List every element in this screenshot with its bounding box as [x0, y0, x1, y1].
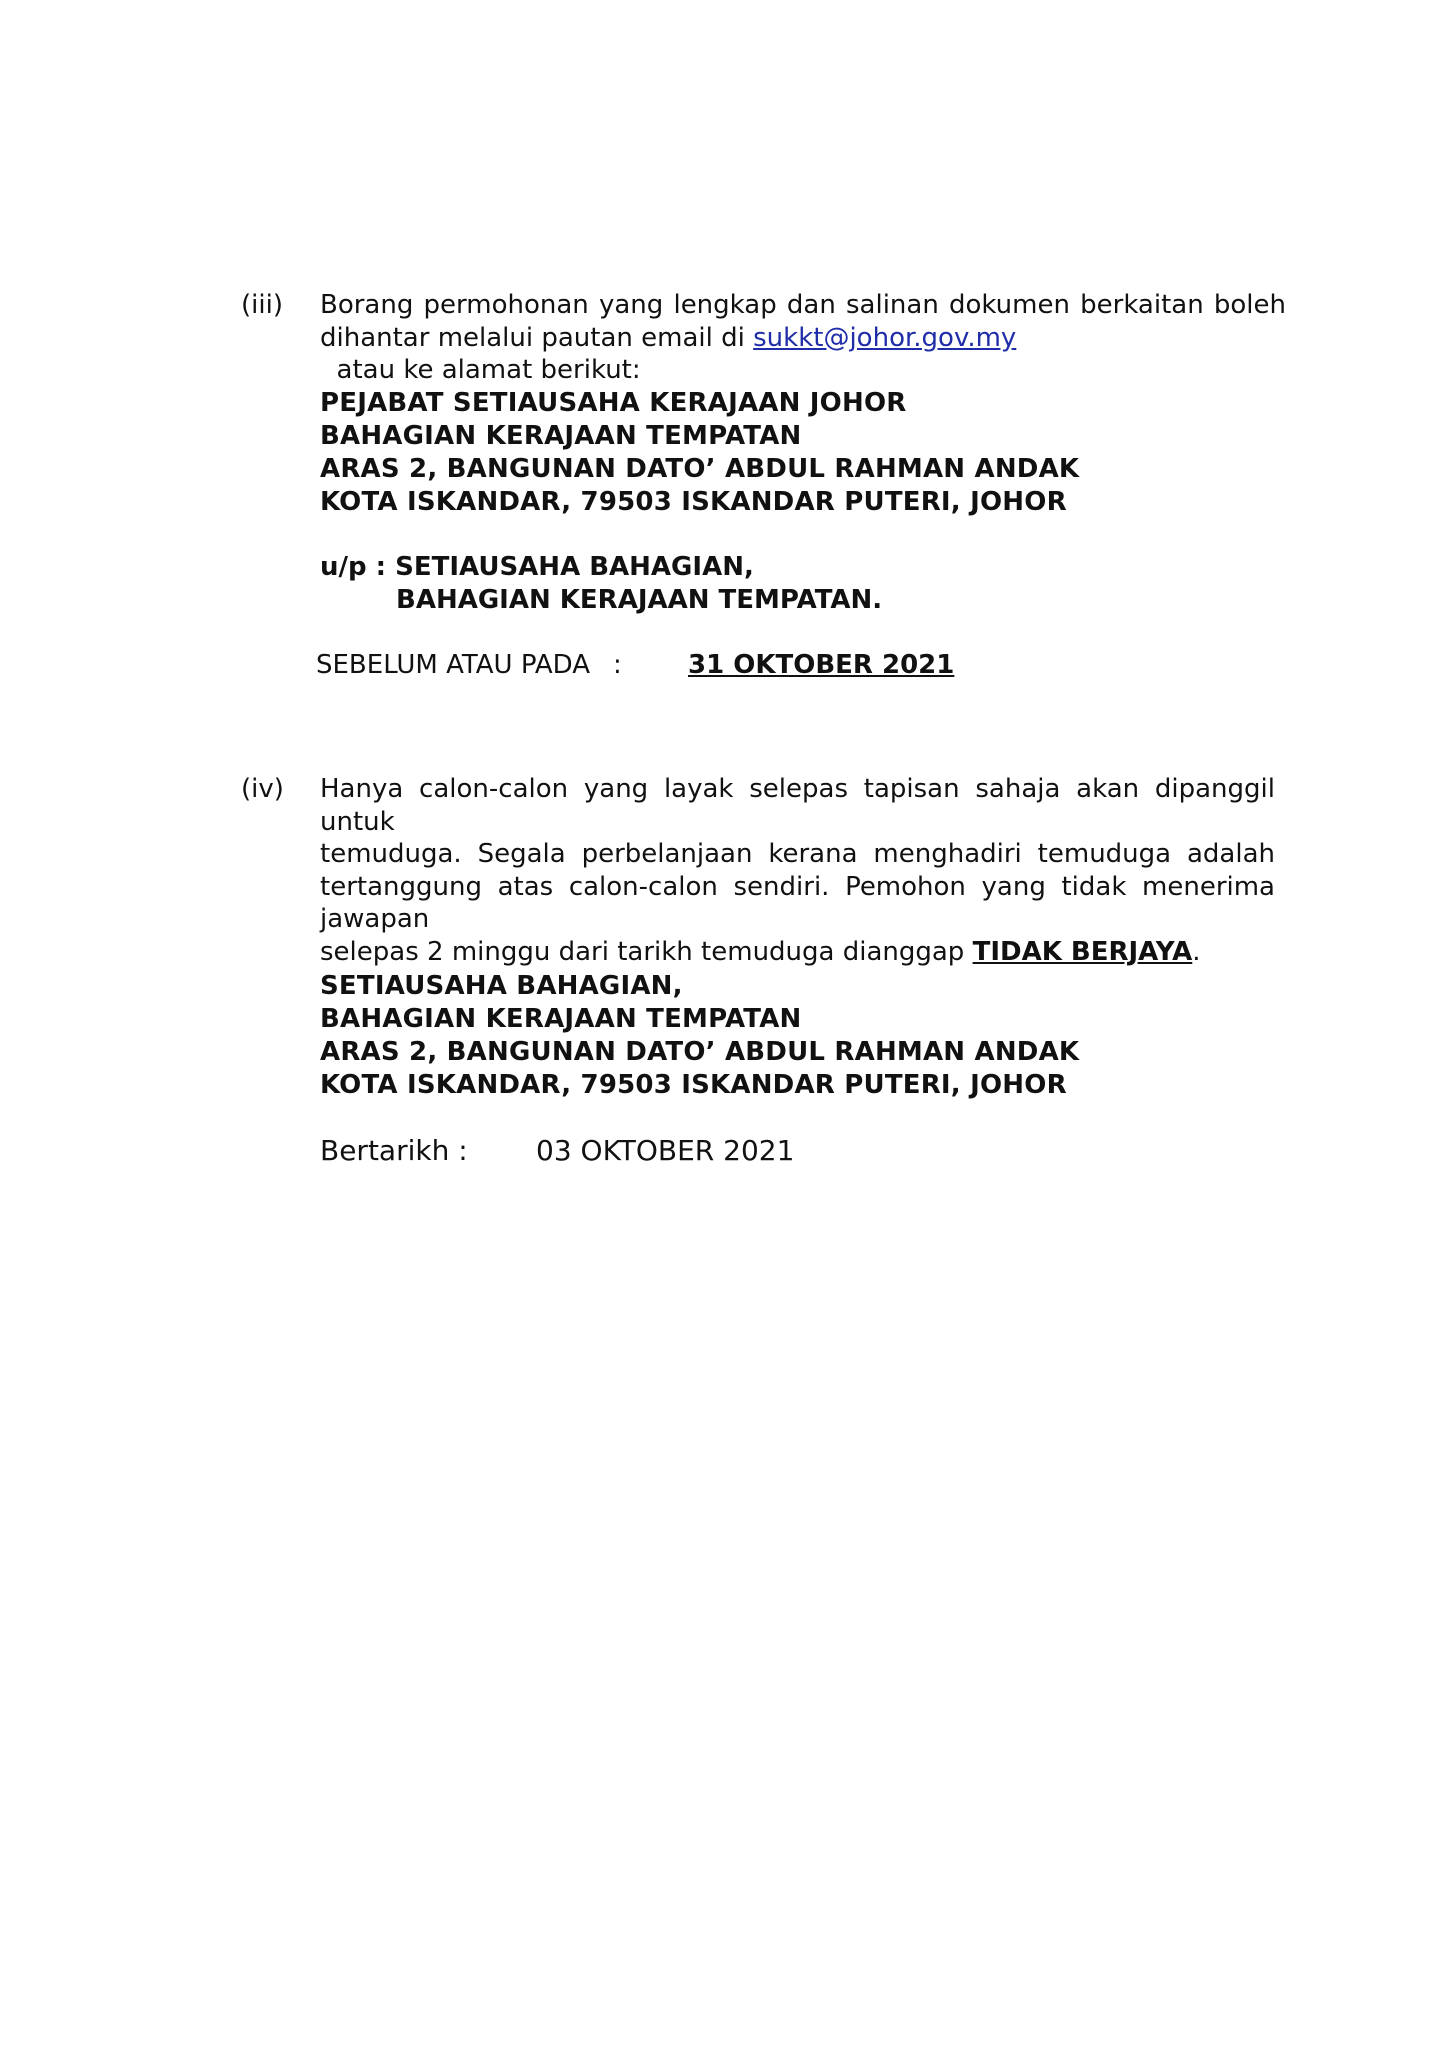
dated-date: 03 OKTOBER 2021: [536, 1134, 795, 1167]
deadline-label: SEBELUM ATAU PADA: [316, 650, 590, 680]
section-iv-line-4-end: .: [1192, 936, 1201, 967]
section-iii-number: (iii): [241, 290, 283, 320]
section-iv-number: (iv): [241, 774, 284, 804]
address-line-4: KOTA ISKANDAR, 79503 ISKANDAR PUTERI, JOHOR: [320, 487, 1067, 517]
signature-line-1: SETIAUSAHA BAHAGIAN,: [320, 971, 683, 1001]
section-iii-paragraph: [320, 289, 1286, 387]
signature-block: [320, 970, 1079, 1102]
section-iv-line-3: tertanggung atas calon-calon sendiri. Pemohon yang tidak menerima jawapan: [320, 871, 1275, 934]
signature-line-4: KOTA ISKANDAR, 79503 ISKANDAR PUTERI, JOHOR: [320, 1070, 1067, 1100]
section-iii-line-2: [320, 322, 1286, 387]
section-iv-line-1: Hanya calon-calon yang layak selepas tapisan sahaja akan dipanggil untuk: [320, 774, 1275, 837]
attention-line-2: BAHAGIAN KERAJAAN TEMPATAN.: [396, 585, 883, 615]
section-iv-paragraph: [320, 773, 1275, 968]
address-line-1: PEJABAT SETIAUSAHA KERAJAAN JOHOR: [320, 388, 907, 418]
section-iii-line-2-text: dihantar melalui pautan email di: [320, 322, 754, 353]
dated-row: [320, 1134, 794, 1168]
dated-label: Bertarikh :: [320, 1134, 468, 1167]
section-iv-line-2: temuduga. Segala perbelanjaan kerana menghadiri temuduga adalah: [320, 839, 1275, 869]
section-iv-line-4: [320, 936, 1275, 969]
section-iii-line-2-tail: atau ke alamat berikut:: [320, 355, 641, 385]
attention-prefix: u/p :: [320, 552, 396, 582]
email-link[interactable]: sukkt@johor.gov.my: [753, 322, 1017, 353]
attention-block: [320, 551, 882, 617]
signature-line-2: BAHAGIAN KERAJAAN TEMPATAN: [320, 1004, 802, 1034]
office-address: [320, 387, 1079, 519]
signature-line-3: ARAS 2, BANGUNAN DATO’ ABDUL RAHMAN ANDAK: [320, 1037, 1080, 1067]
deadline-row: [316, 649, 954, 682]
address-line-3: ARAS 2, BANGUNAN DATO’ ABDUL RAHMAN ANDAK: [320, 454, 1080, 484]
result-emphasis: TIDAK BERJAYA: [972, 936, 1193, 967]
section-iv-line-4-text: selepas 2 minggu dari tarikh temuduga dianggap: [320, 936, 973, 967]
attention-line-1: [320, 551, 882, 584]
deadline-colon: :: [613, 650, 622, 680]
deadline-date: 31 OKTOBER 2021: [688, 650, 955, 680]
attention-recipient: SETIAUSAHA BAHAGIAN,: [395, 552, 754, 582]
address-line-2: BAHAGIAN KERAJAAN TEMPATAN: [320, 421, 802, 451]
section-iii-line-1: Borang permohonan yang lengkap dan salinan dokumen berkaitan boleh: [320, 290, 1286, 320]
